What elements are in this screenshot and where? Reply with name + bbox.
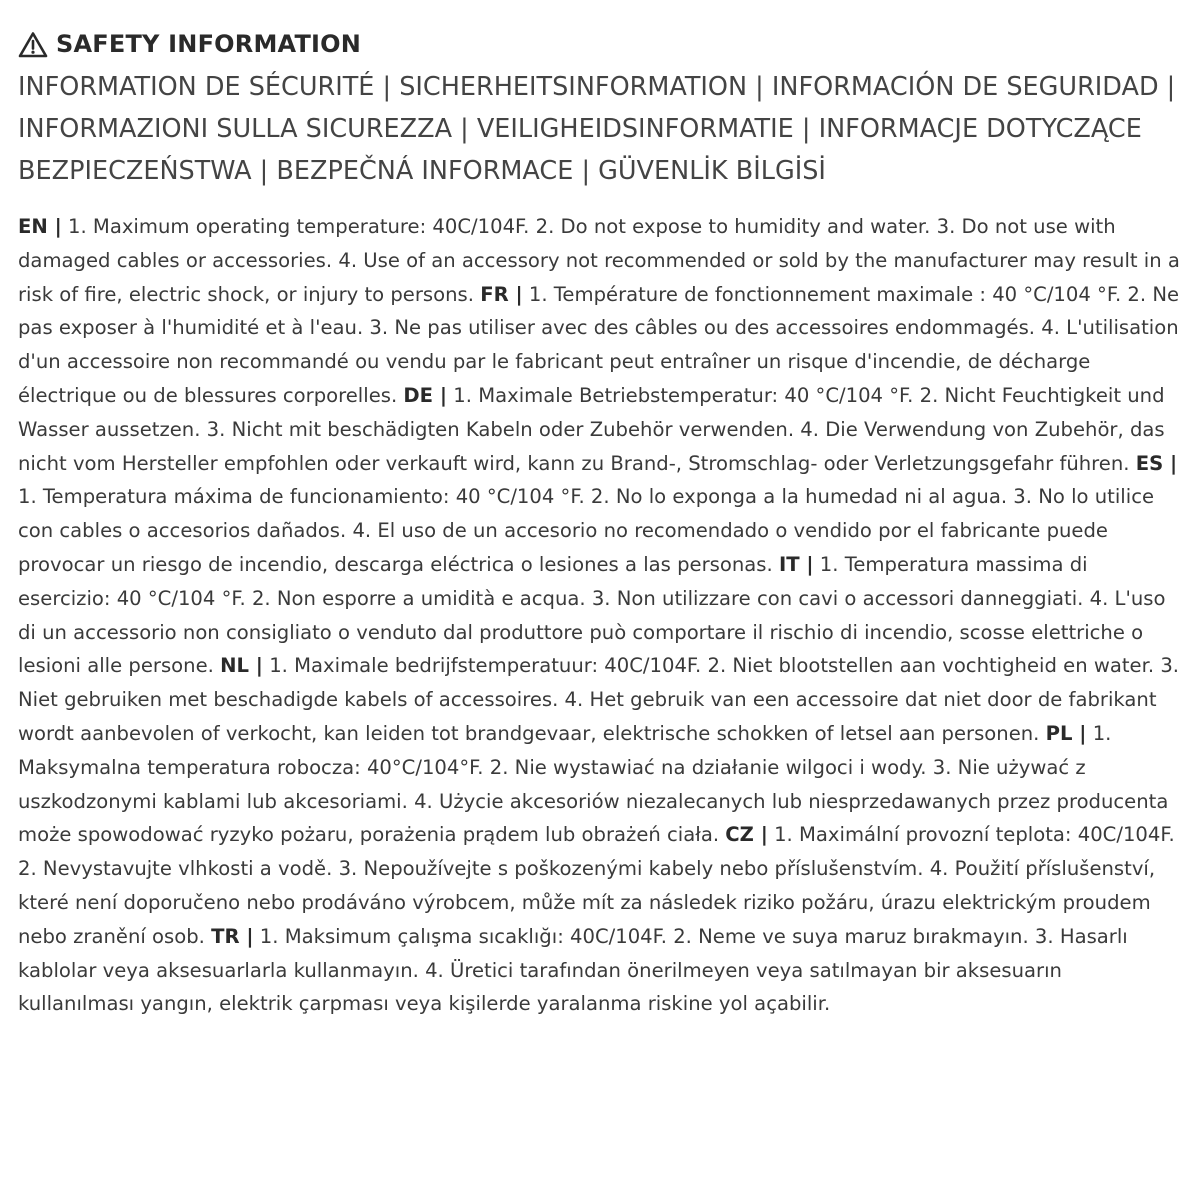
lang-code-en: EN | (18, 215, 62, 238)
safety-heading (18, 26, 1182, 62)
lang-code-it: IT | (778, 552, 814, 576)
section-text-en: 1. Maximum operating temperature: 40C/104F. 2. Do not expose to humidity and water. 3. Do not use with damaged cables or accessories. 4. Use of an accessory not recommended or sold by the manufacturer may result in a risk of fire, electric shock, or injury to persons. (18, 215, 1180, 306)
lang-code-fr: FR | (480, 282, 523, 306)
section-text-nl: 1. Maximale bedrijfstemperatuur: 40C/104F. 2. Niet blootstellen aan vochtigheid en water. 3. Niet gebruiken met beschadigde kabels of accessoires. 4. Het gebruik van een accessoire dat niet door de fabrikant wordt aanbevolen of verkocht, kan leiden tot brandgevaar, elektrische schokken of letsel aan personen. (18, 654, 1180, 745)
lang-code-es: ES | (1135, 451, 1178, 475)
safety-body-text (18, 210, 1182, 1021)
lang-code-tr: TR | (211, 924, 254, 948)
lang-code-de: DE | (403, 383, 448, 407)
section-text-es: 1. Temperatura máxima de funcionamiento: 40 °C/104 °F. 2. No lo exponga a la humedad ni al agua. 3. No lo utilice con cables o accesorios dañados. 4. El uso de un accesorio no recomendado o vendido por el fabricante puede provocar un riesgo de incendio, descarga eléctrica o lesiones a las personas. (18, 485, 1155, 576)
lang-code-nl: NL | (220, 654, 263, 678)
section-text-fr: 1. Température de fonctionnement maximale : 40 °C/104 °F. 2. Ne pas exposer à l'humidité et à l'eau. 3. Ne pas utiliser avec des câbles ou des accessoires endommagés. 4. L'utilisation d'un accessoire non recommandé ou vendu par le fabricant peut entraîner un risque d'incendie, de décharge électrique ou de blessures corporelles. (18, 282, 1180, 407)
lang-code-cz: CZ | (725, 823, 768, 847)
lang-code-pl: PL | (1045, 721, 1087, 745)
section-text-cz: 1. Maximální provozní teplota: 40C/104F. 2. Nevystavujte vlhkosti a vodě. 3. Nepoužívejte s poškozenými kabely nebo příslušenstvím. 4. Použití příslušenství, které není doporučeno nebo prodáváno výrobcem, může mít za následek riziko požáru, úrazu elektrickým proudem nebo zranění osob. (18, 823, 1175, 948)
warning-triangle-icon (18, 31, 48, 58)
section-text-tr: 1. Maksimum çalışma sıcaklığı: 40C/104F. 2. Neme ve suya maruz bırakmayın. 3. Hasarlı kablolar veya aksesuarlarla kullanmayın. 4. Üretici tarafından önerilmeyen veya satılmayan bir aksesuarın kullanılması yangın, elektrik çarpması veya kişilerde yaralanma riskine yol açabilir. (18, 924, 1128, 1016)
page-title: SAFETY INFORMATION (56, 30, 362, 58)
section-text-pl: 1. Maksymalna temperatura robocza: 40°C/104°F. 2. Nie wystawiać na działanie wilgoci i wody. 3. Nie używać z uszkodzonymi kablami lub akcesoriami. 4. Użycie akcesoriów niezalecanych lub niesprzedawanych przez producenta może spowodować ryzyko pożaru, porażenia prądem lub obrażeń ciała. (18, 721, 1169, 847)
safety-information-document (18, 26, 1182, 1021)
section-text-de: 1. Maximale Betriebstemperatur: 40 °C/104 °F. 2. Nicht Feuchtigkeit und Wasser aussetzen. 3. Nicht mit beschädigten Kabeln oder Zubehör verwenden. 4. Die Verwendung von Zubehör, das nicht vom Hersteller empfohlen oder verkauft wird, kann zu Brand-, Stromschlag- oder Verletzungsgefahr führen. (18, 383, 1165, 475)
translated-titles: INFORMATION DE SÉCURITÉ | SICHERHEITSINFORMATION | INFORMACIÓN DE SEGURIDAD | INFORMAZIONI SULLA SICUREZZA | VEILIGHEIDSINFORMATIE | INFORMACJE DOTYCZĄCE BEZPIECZEŃSTWA | BEZPEČNÁ INFORMACE | GÜVENLİK BİLGİSİ (18, 72, 1176, 186)
section-text-it: 1. Temperatura massima di esercizio: 40 °C/104 °F. 2. Non esporre a umidità e acqua. 3. Non utilizzare con cavi o accessori danneggiati. 4. L'uso di un accessorio non consigliato o venduto dal produttore può comportare il rischio di incendio, scosse elettriche o lesioni alle persone. (18, 552, 1166, 678)
